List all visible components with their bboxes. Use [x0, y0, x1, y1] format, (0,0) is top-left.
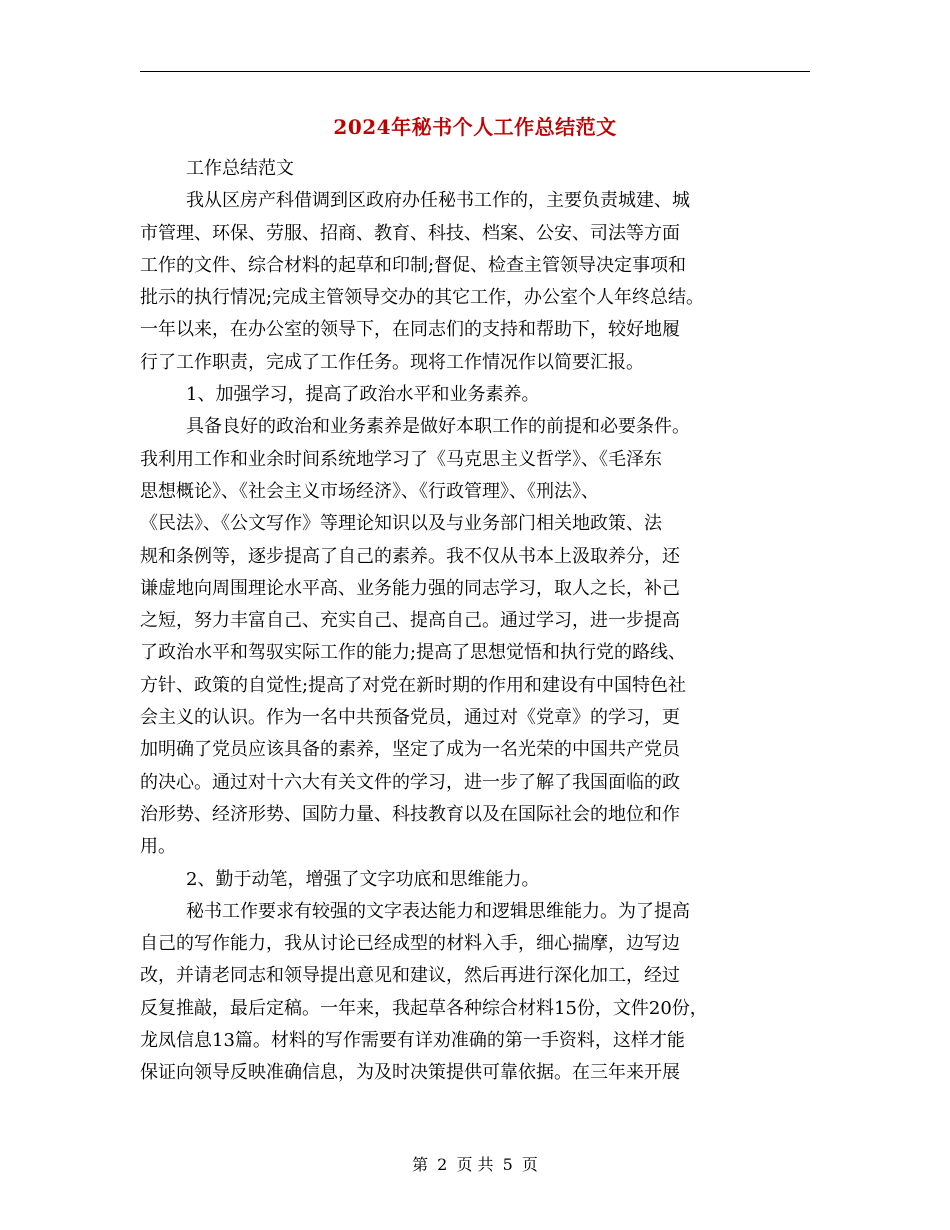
body-line: 自己的写作能力，我从讨论已经成型的材料入手，细心揣摩，边写边: [140, 933, 680, 955]
body-line: 方针、政策的自觉性;提高了对党在新时期的作用和建设有中国特色社: [140, 674, 687, 696]
body-line: 会主义的认识。作为一名中共预备党员，通过对《党章》的学习，更: [140, 707, 680, 729]
footer-suffix: 页: [521, 1155, 538, 1174]
body-line: 谦虚地向周围理论水平高、业务能力强的同志学习，取人之长，补己: [140, 577, 680, 599]
body-line: 龙凤信息13篇。材料的写作需要有详劝准确的第一手资料，这样才能: [140, 1030, 685, 1052]
body-line: 具备良好的政治和业务素养是做好本职工作的前提和必要条件。: [186, 416, 690, 438]
body-line: 市管理、环保、劳服、招商、教育、科技、档案、公安、司法等方面: [140, 222, 680, 244]
footer-prefix: 第: [412, 1155, 429, 1174]
body-line: 一年以来，在办公室的领导下，在同志们的支持和帮助下，较好地履: [140, 319, 680, 341]
body-line: 保证向领导反映准确信息，为及时决策提供可靠依据。在三年来开展: [140, 1062, 680, 1084]
body-line: 加明确了党员应该具备的素养，坚定了成为一名光荣的中国共产党员: [140, 739, 680, 761]
body-line: 反复推敲，最后定稿。一年来，我起草各种综合材料15份，文件20份，: [140, 997, 708, 1019]
body-line: 思想概论》、《社会主义市场经济》、《行政管理》、《刑法》、: [140, 480, 599, 502]
footer-page-number: 2: [437, 1155, 448, 1174]
document-body: [140, 153, 810, 1090]
body-line: 2、勤于动笔，增强了文字功底和思维能力。: [186, 868, 540, 890]
body-line: 用。: [140, 836, 176, 858]
document-title: 2024年秘书个人工作总结范文: [333, 115, 617, 139]
body-line: 改，并请老同志和领导提出意见和建议，然后再进行深化加工，经过: [140, 965, 680, 987]
footer-total-pages: 5: [502, 1155, 513, 1174]
body-line: 批示的执行情况;完成主管领导交办的其它工作，办公室个人年终总结。: [140, 287, 705, 309]
body-line: 治形势、经济形势、国防力量、科技教育以及在国际社会的地位和作: [140, 803, 680, 825]
body-line: 工作的文件、综合材料的起草和印制;督促、检查主管领导决定事项和: [140, 254, 687, 276]
body-line: 秘书工作要求有较强的文字表达能力和逻辑思维能力。为了提高: [186, 900, 690, 922]
body-line: 了政治水平和驾驭实际工作的能力;提高了思想觉悟和执行党的路线、: [140, 642, 687, 664]
body-line: 我利用工作和业余时间系统地学习了《马克思主义哲学》、《毛泽东: [140, 448, 662, 470]
body-line: 规和条例等，逐步提高了自己的素养。我不仅从书本上汲取养分，还: [140, 545, 680, 567]
footer-middle: 页 共: [456, 1155, 494, 1174]
header-rule: [140, 71, 810, 72]
body-line: 工作总结范文: [186, 158, 294, 179]
body-line: 行了工作职责，完成了工作任务。现将工作情况作以简要汇报。: [140, 351, 644, 373]
body-line: 之短，努力丰富自己、充实自己、提高自己。通过学习，进一步提高: [140, 610, 680, 632]
body-line: 的决心。通过对十六大有关文件的学习，进一步了解了我国面临的政: [140, 771, 680, 793]
page-footer: [0, 1153, 950, 1177]
body-line: 1、加强学习，提高了政治水平和业务素养。: [186, 384, 540, 406]
body-line: 我从区房产科借调到区政府办任秘书工作的，主要负责城建、城: [186, 190, 690, 212]
body-line: 《民法》、《公文写作》等理论知识以及与业务部门相关地政策、法: [140, 513, 662, 535]
